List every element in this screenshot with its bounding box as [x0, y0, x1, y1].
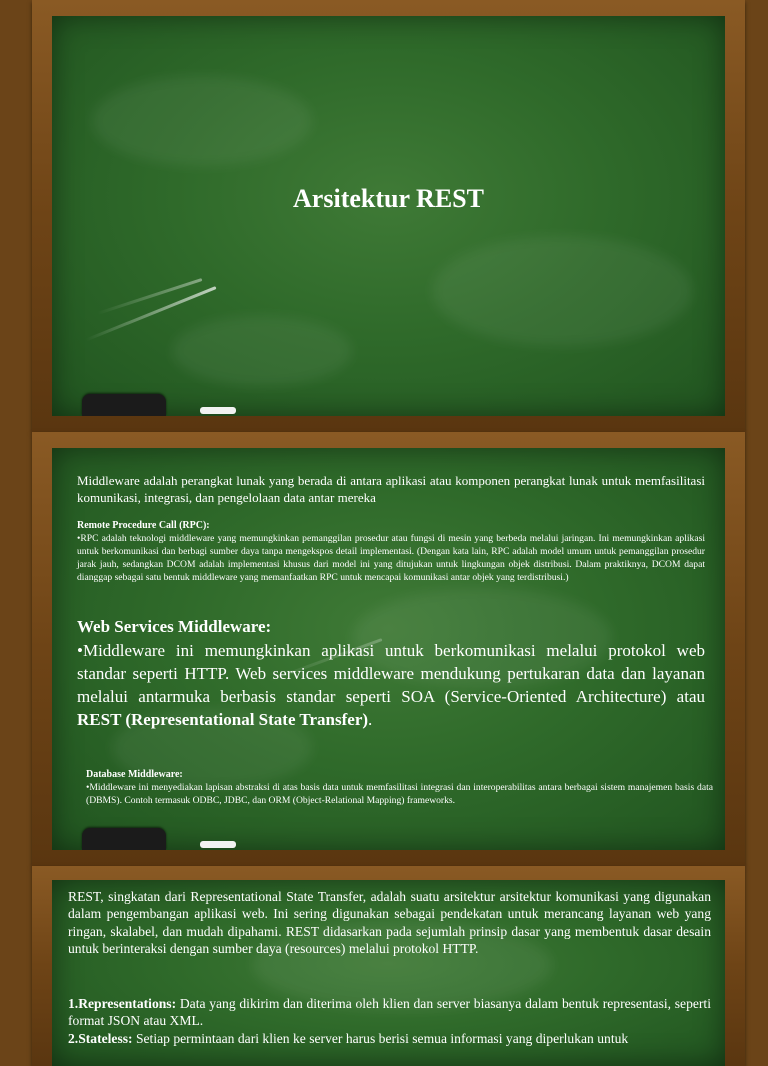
- rest-item-stateless: [68, 1030, 711, 1047]
- rest-intro: REST, singkatan dari Representational State Transfer, adalah suatu arsitektur arsitektur komunikasi yang digunakan dalam pengembangan aplikasi web. Ini sering digunakan sebagai pendekatan untuk merancang layanan web yang ringan, skalabel, dan mudah dipahami. REST didasarkan pada sejumlah prinsip dasar yang membentuk dasar desain untuk berinteraksi dengan sumber daya (resources) melalui protokol HTTP.: [68, 889, 711, 957]
- rest-bold-text: REST (Representational State Transfer): [77, 710, 369, 729]
- database-middleware-body: •Middleware ini menyediakan lapisan abstraksi di atas basis data untuk memfasilitasi integrasi dan interoperabilitas antara berbagai sistem manajemen basis data (DBMS). Contoh termasuk ODBC, JDBC, dan ORM (Object-Relational Mapping) frameworks.: [86, 782, 713, 806]
- middleware-intro: Middleware adalah perangkat lunak yang berada di antara aplikasi atau komponen perangkat lunak untuk memfasilitasi komunikasi, integrasi, dan pengelolaan data antar mereka: [77, 473, 705, 505]
- representations-label: 1.Representations:: [68, 996, 177, 1011]
- stateless-label: 2.Stateless:: [68, 1031, 133, 1046]
- stateless-body: Setiap permintaan dari klien ke server harus berisi semua informasi yang diperlukan untuk: [132, 1031, 629, 1046]
- database-middleware-heading: Database Middleware:: [86, 769, 183, 780]
- slide-1: [32, 0, 745, 432]
- rest-item-representations: [68, 995, 711, 1030]
- slide-3: [32, 866, 745, 1066]
- web-services-text: •Middleware ini memungkinkan aplikasi untuk berkomunikasi melalui protokol web standar seperti HTTP. Web services middleware mendukung pertukaran data dan layanan melalui antarmuka berbasis standar seperti SOA (Service-Oriented Architecture) atau: [77, 641, 705, 706]
- rpc-heading: Remote Procedure Call (RPC):: [77, 520, 210, 531]
- rpc-body: •RPC adalah teknologi middleware yang memungkinkan pemanggilan prosedur atau fungsi di mesin yang berbeda melalui jaringan. Ini memungkinkan aplikasi untuk berkomunikasi dan berbagi sumber daya tanpa mengekspos detail implementasi. (Dengan kata lain, RPC adalah model umum untuk pemanggilan prosedur jarak jauh, sedangkan DCOM adalah implementasi khusus dari model ini yang ditujukan untuk lingkungan objek distribusi. Dalam praktiknya, DCOM dapat dianggap sebagai satu bentuk middleware yang memanfaatkan RPC untuk mencapai komunikasi antar objek yang terdistribusi.): [77, 533, 705, 583]
- chalkboard-2: [52, 448, 725, 850]
- web-services-heading: Web Services Middleware:: [77, 617, 272, 636]
- web-services-end: .: [368, 710, 373, 729]
- chalkboard-3: [52, 880, 725, 1066]
- chalk-icon: [200, 841, 236, 848]
- eraser-icon: [82, 828, 166, 850]
- representations-body: Data yang dikirim dan diterima oleh klien dan server biasanya dalam bentuk representasi, seperti format JSON atau XML.: [68, 996, 711, 1029]
- web-services-body: [77, 639, 705, 731]
- slide-title: Arsitektur REST: [293, 184, 484, 213]
- chalkboard-1: [52, 16, 725, 416]
- slide-2: [32, 432, 745, 866]
- eraser-icon: [82, 394, 166, 416]
- chalk-icon: [200, 407, 236, 414]
